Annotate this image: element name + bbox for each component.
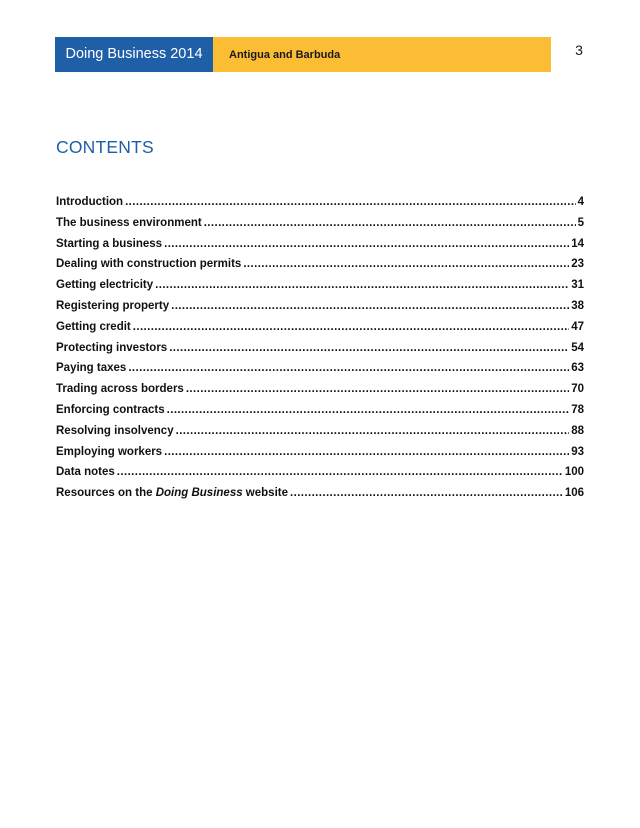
- toc-entry-page: 63: [571, 362, 584, 375]
- toc-entry-page: 38: [571, 299, 584, 312]
- toc-entry-introduction[interactable]: [56, 196, 584, 217]
- dot-leader: [204, 217, 576, 229]
- toc-entry-label: [56, 487, 288, 499]
- dot-leader: [164, 238, 569, 250]
- toc-entry-label: Data notes: [56, 466, 115, 479]
- dot-leader: [164, 446, 569, 458]
- toc-entry-page: 14: [571, 237, 584, 250]
- toc-label-prefix: Resources on the: [56, 487, 156, 500]
- toc-entry-label: Trading across borders: [56, 383, 184, 396]
- toc-entry-label: Introduction: [56, 196, 124, 208]
- toc-entry-page: 23: [571, 258, 584, 271]
- toc-label-italic: Doing Business: [155, 487, 243, 500]
- toc-label-suffix: website: [242, 487, 288, 500]
- dot-leader: [290, 487, 563, 499]
- toc-entry-page: 47: [571, 320, 584, 333]
- toc-entry-enforcing-contracts[interactable]: [56, 404, 584, 425]
- toc-entry-label: Getting credit: [56, 320, 131, 333]
- toc-entry-label: The business environment: [56, 216, 202, 229]
- toc-entry-label: Getting electricity: [56, 279, 154, 292]
- dot-leader: [169, 342, 569, 354]
- toc-entry-paying-taxes[interactable]: [56, 362, 584, 383]
- toc-entry-data-notes[interactable]: [56, 466, 584, 487]
- toc-entry-page: 70: [571, 383, 584, 396]
- toc-entry-trading-across-borders[interactable]: [56, 383, 584, 404]
- dot-leader: [117, 466, 563, 478]
- toc-entry-business-environment[interactable]: [56, 217, 584, 238]
- toc-entry-protecting-investors[interactable]: [56, 342, 584, 363]
- dot-leader: [133, 321, 569, 333]
- economy-name: Antigua and Barbuda: [213, 37, 551, 72]
- dot-leader: [128, 362, 569, 374]
- toc-entry-resources-website[interactable]: [56, 487, 584, 508]
- dot-leader: [155, 279, 569, 291]
- toc-entry-page: 93: [571, 445, 584, 458]
- toc-entry-label: Paying taxes: [56, 362, 127, 375]
- toc-entry-label: Resolving insolvency: [56, 424, 174, 437]
- toc-entry-label: Enforcing contracts: [56, 403, 165, 416]
- dot-leader: [176, 425, 570, 437]
- page-number: 3: [575, 42, 583, 58]
- toc-entry-page: 54: [571, 341, 584, 354]
- toc-entry-starting-a-business[interactable]: [56, 238, 584, 259]
- toc-entry-getting-credit[interactable]: [56, 321, 584, 342]
- dot-leader: [171, 300, 569, 312]
- toc-entry-page: 106: [564, 487, 584, 500]
- toc-entry-page: 100: [564, 466, 584, 479]
- toc-entry-page: 88: [571, 424, 584, 437]
- toc-entry-construction-permits[interactable]: [56, 258, 584, 279]
- toc-entry-page: 5: [577, 216, 584, 229]
- dot-leader: [243, 258, 569, 270]
- toc-entry-label: Employing workers: [56, 445, 163, 458]
- toc-entry-registering-property[interactable]: [56, 300, 584, 321]
- publication-title: Doing Business 2014: [55, 37, 213, 72]
- toc-entry-label: Registering property: [56, 299, 170, 312]
- dot-leader: [167, 404, 570, 416]
- toc-entry-page: 78: [571, 403, 584, 416]
- table-of-contents: [56, 196, 584, 508]
- toc-entry-label: Dealing with construction permits: [56, 258, 242, 271]
- toc-entry-employing-workers[interactable]: [56, 446, 584, 467]
- toc-entry-page: 4: [577, 196, 584, 208]
- toc-entry-resolving-insolvency[interactable]: [56, 425, 584, 446]
- contents-heading: CONTENTS: [56, 137, 154, 157]
- toc-entry-page: 31: [571, 279, 584, 292]
- dot-leader: [186, 383, 569, 395]
- dot-leader: [125, 196, 576, 208]
- toc-entry-getting-electricity[interactable]: [56, 279, 584, 300]
- toc-entry-label: Protecting investors: [56, 341, 168, 354]
- toc-entry-label: Starting a business: [56, 237, 163, 250]
